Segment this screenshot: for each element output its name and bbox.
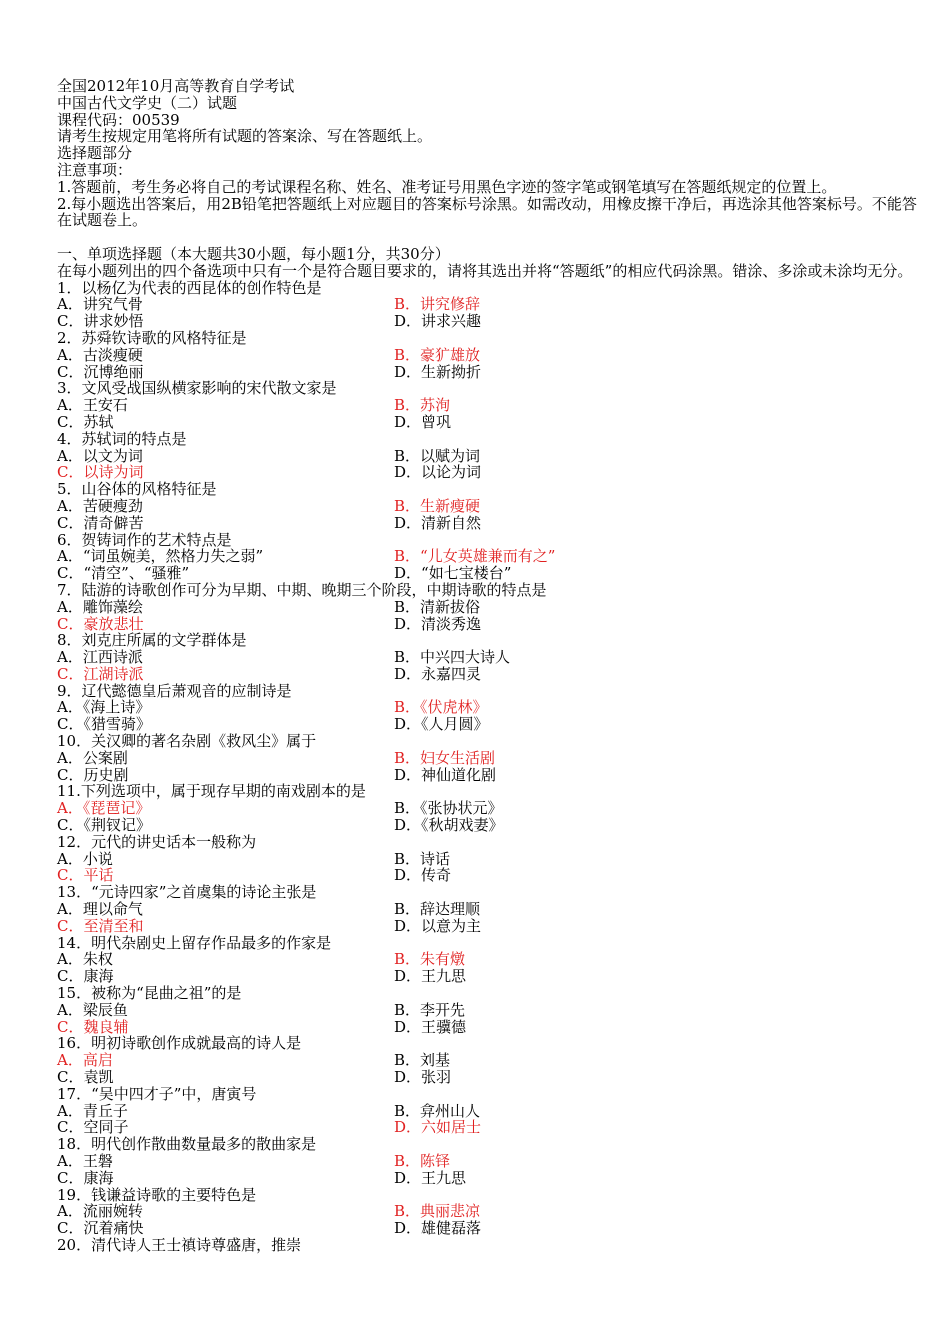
option-row xyxy=(57,448,917,465)
option: A．王磐 xyxy=(57,1152,113,1170)
option-row xyxy=(57,1119,917,1136)
question-stem: 8．刘克庄所属的文学群体是 xyxy=(57,631,247,650)
option: D．王九思 xyxy=(394,1168,467,1187)
option: A．梁辰鱼 xyxy=(57,1000,128,1019)
option: B．清新拔俗 xyxy=(394,597,481,616)
option-correct: C．至清至和 xyxy=(57,916,144,935)
option: D．传奇 xyxy=(394,866,452,885)
option: B．中兴四大诗人 xyxy=(394,648,511,667)
option: B．弇州山人 xyxy=(394,1101,481,1120)
option-row xyxy=(57,599,917,616)
option: D．雄健磊落 xyxy=(394,1219,482,1238)
header-line: 请考生按规定用笔将所有试题的答案涂、写在答题纸上。 xyxy=(57,127,433,146)
header-line: 全国2012年10月高等教育自学考试 xyxy=(57,77,295,95)
option-row xyxy=(57,515,917,532)
option-row xyxy=(57,616,917,633)
option: C．沉着痛快 xyxy=(57,1219,144,1238)
option-row xyxy=(57,867,917,884)
header-line: 选择题部分 xyxy=(57,144,133,163)
header-line: 1.答题前，考生务必将自己的考试课程名称、姓名、准考证号用黑色字迹的签字笔或钢笔填写在答题纸规定的位置上。 xyxy=(57,177,837,196)
option-row xyxy=(57,968,917,985)
question-stem: 20．清代诗人王士禛诗尊盛唐，推崇 xyxy=(57,1235,302,1254)
question-stem: 19．钱谦益诗歌的主要特色是 xyxy=(57,1185,257,1204)
option-row xyxy=(57,498,917,515)
question-stem: 13．“元诗四家”之首虞集的诗论主张是 xyxy=(57,883,317,902)
section-instruction: 在每小题列出的四个备选项中只有一个是符合题目要求的，请将其选出并将“答题纸”的相应代码涂黑。错涂、多涂或未涂均无分。 xyxy=(57,261,913,280)
option: C．“清空”、“骚雅” xyxy=(57,564,190,583)
question-stem: 18．明代创作散曲数量最多的散曲家是 xyxy=(57,1135,317,1154)
option: D．神仙道化剧 xyxy=(394,765,497,784)
option: C．康海 xyxy=(57,967,114,986)
option-row xyxy=(57,565,917,582)
option: D．清淡秀逸 xyxy=(394,614,482,633)
option-correct: B．妇女生活剧 xyxy=(394,748,496,767)
question-stem: 5．山谷体的风格特征是 xyxy=(57,480,217,499)
option-correct: C．以诗为词 xyxy=(57,463,144,482)
option-row xyxy=(57,397,917,414)
spacer xyxy=(57,229,917,246)
option-correct: B．苏洵 xyxy=(394,396,451,415)
option: B．辞达理顺 xyxy=(394,900,481,919)
option: D．《秋胡戏妻》 xyxy=(394,816,504,835)
question-stem: 4．苏轼词的特点是 xyxy=(57,429,187,448)
question-stem: 9．辽代懿德皇后萧观音的应制诗是 xyxy=(57,681,292,700)
option-row xyxy=(57,1103,917,1120)
option-row xyxy=(57,414,917,431)
option-correct: C．魏良辅 xyxy=(57,1017,129,1036)
option: A．江西诗派 xyxy=(57,648,143,667)
exam-page xyxy=(57,78,917,1254)
option: C．《猎雪骑》 xyxy=(57,715,151,734)
option: A．小说 xyxy=(57,849,113,868)
question-stem: 3．文风受战国纵横家影响的宋代散文家是 xyxy=(57,379,337,398)
option: A．“词虽婉美，然格力失之弱” xyxy=(57,547,264,566)
option: B．诗话 xyxy=(394,849,451,868)
option-row xyxy=(57,699,917,716)
exam-header xyxy=(57,78,917,229)
question-list xyxy=(57,280,917,1237)
option: A．青丘子 xyxy=(57,1101,128,1120)
option: D．讲求兴趣 xyxy=(394,312,482,331)
option: A．以文为词 xyxy=(57,446,143,465)
option: C．袁凯 xyxy=(57,1068,114,1087)
option: D．以意为主 xyxy=(394,916,482,935)
question-stem: 17．“吴中四才子”中，唐寅号 xyxy=(57,1084,257,1103)
option: D．生新拗折 xyxy=(394,362,482,381)
header-line: 2.每小题选出答案后，用2B铅笔把答题纸上对应题目的答案标号涂黑。如需改动，用橡皮擦干净后，再选涂其他答案标号。不能答在试题卷上。 xyxy=(57,194,917,230)
option: B．刘基 xyxy=(394,1051,451,1070)
option-correct: A．高启 xyxy=(57,1051,113,1070)
option: D．以论为词 xyxy=(394,463,482,482)
option-row xyxy=(57,1069,917,1086)
option-row xyxy=(57,800,917,817)
option-correct: B．生新瘦硬 xyxy=(394,496,481,515)
question-stem: 1．以杨亿为代表的西昆体的创作特色是 xyxy=(57,278,322,297)
option: C．空同子 xyxy=(57,1118,129,1137)
option-row xyxy=(57,464,917,481)
option: C．讲求妙悟 xyxy=(57,312,144,331)
option: A．公案剧 xyxy=(57,748,128,767)
option: B．《张协状元》 xyxy=(394,799,503,818)
option: A．古淡瘦硬 xyxy=(57,345,143,364)
option-row xyxy=(57,918,917,935)
option-row xyxy=(57,666,917,683)
option-correct: C．平话 xyxy=(57,866,114,885)
option-row xyxy=(57,817,917,834)
option-row xyxy=(57,750,917,767)
option-row xyxy=(57,1153,917,1170)
question-stem: 15．被称为“昆曲之祖”的是 xyxy=(57,984,242,1003)
option: C．沉博绝丽 xyxy=(57,362,144,381)
option-row xyxy=(57,716,917,733)
option: A．雕饰藻绘 xyxy=(57,597,143,616)
option-row xyxy=(57,767,917,784)
option-row xyxy=(57,851,917,868)
option-correct: D．六如居士 xyxy=(394,1118,482,1137)
question-stem: 2．苏舜钦诗歌的风格特征是 xyxy=(57,328,247,347)
option: A．朱权 xyxy=(57,950,113,969)
option-correct: C．江湖诗派 xyxy=(57,664,144,683)
option-correct: B．豪犷雄放 xyxy=(394,345,481,364)
option: D．张羽 xyxy=(394,1068,452,1087)
option: C．苏轼 xyxy=(57,412,114,431)
question-stem: 11.下列选项中，属于现存早期的南戏剧本的是 xyxy=(57,782,366,801)
option: C．历史剧 xyxy=(57,765,129,784)
option-correct: B．《伏虎林》 xyxy=(394,698,488,717)
option-row xyxy=(57,1203,917,1220)
section-title: 一、单项选择题（本大题共30小题，每小题1分，共30分） xyxy=(57,244,450,263)
option: A．王安石 xyxy=(57,396,128,415)
question-stem: 6．贺铸词作的艺术特点是 xyxy=(57,530,232,549)
option: D．清新自然 xyxy=(394,513,482,532)
option-row xyxy=(57,901,917,918)
option-row xyxy=(57,1019,917,1036)
question-stem: 12．元代的讲史话本一般称为 xyxy=(57,832,257,851)
question-stem: 7．陆游的诗歌创作可分为早期、中期、晚期三个阶段，中期诗歌的特点是 xyxy=(57,580,547,599)
option-row xyxy=(57,1052,917,1069)
option-row xyxy=(57,649,917,666)
option-correct: B．典丽悲凉 xyxy=(394,1202,481,1221)
option-correct: A．《琵琶记》 xyxy=(57,799,151,818)
option-row xyxy=(57,1170,917,1187)
option-row xyxy=(57,296,917,313)
option-correct: B．朱有燉 xyxy=(394,950,466,969)
option: A．《海上诗》 xyxy=(57,698,151,717)
option: D．《人月圆》 xyxy=(394,715,489,734)
option: D．曾巩 xyxy=(394,412,452,431)
option: A．理以命气 xyxy=(57,900,143,919)
option-row xyxy=(57,313,917,330)
question-stem: 16．明初诗歌创作成就最高的诗人是 xyxy=(57,1034,302,1053)
option-row xyxy=(57,347,917,364)
option-row xyxy=(57,1002,917,1019)
option: D．永嘉四灵 xyxy=(394,664,482,683)
option: A．流丽婉转 xyxy=(57,1202,143,1221)
header-line: 中国古代文学史（二）试题 xyxy=(57,93,238,112)
option: A．讲究气骨 xyxy=(57,295,143,314)
question-stem: 10．关汉卿的著名杂剧《救风尘》属于 xyxy=(57,732,317,751)
option-correct: C．豪放悲壮 xyxy=(57,614,144,633)
option: D．“如七宝楼台” xyxy=(394,564,512,583)
option: B．以赋为词 xyxy=(394,446,481,465)
option-row xyxy=(57,364,917,381)
option-correct: B．讲究修辞 xyxy=(394,295,481,314)
header-line: 课程代码：00539 xyxy=(57,110,180,129)
header-line: 注意事项： xyxy=(57,160,133,179)
option-correct: B．“儿女英雄兼而有之” xyxy=(394,547,556,566)
option: C．清奇僻苦 xyxy=(57,513,144,532)
question-stem: 14．明代杂剧史上留存作品最多的作家是 xyxy=(57,933,332,952)
option: C．《荆钗记》 xyxy=(57,816,151,835)
option: C．康海 xyxy=(57,1168,114,1187)
option-row xyxy=(57,548,917,565)
option: D．王九思 xyxy=(394,967,467,986)
option: B．李开先 xyxy=(394,1000,466,1019)
option: A．苦硬瘦劲 xyxy=(57,496,143,515)
option-correct: B．陈铎 xyxy=(394,1152,451,1170)
option: D．王骥德 xyxy=(394,1017,467,1036)
option-row xyxy=(57,1220,917,1237)
option-row xyxy=(57,951,917,968)
